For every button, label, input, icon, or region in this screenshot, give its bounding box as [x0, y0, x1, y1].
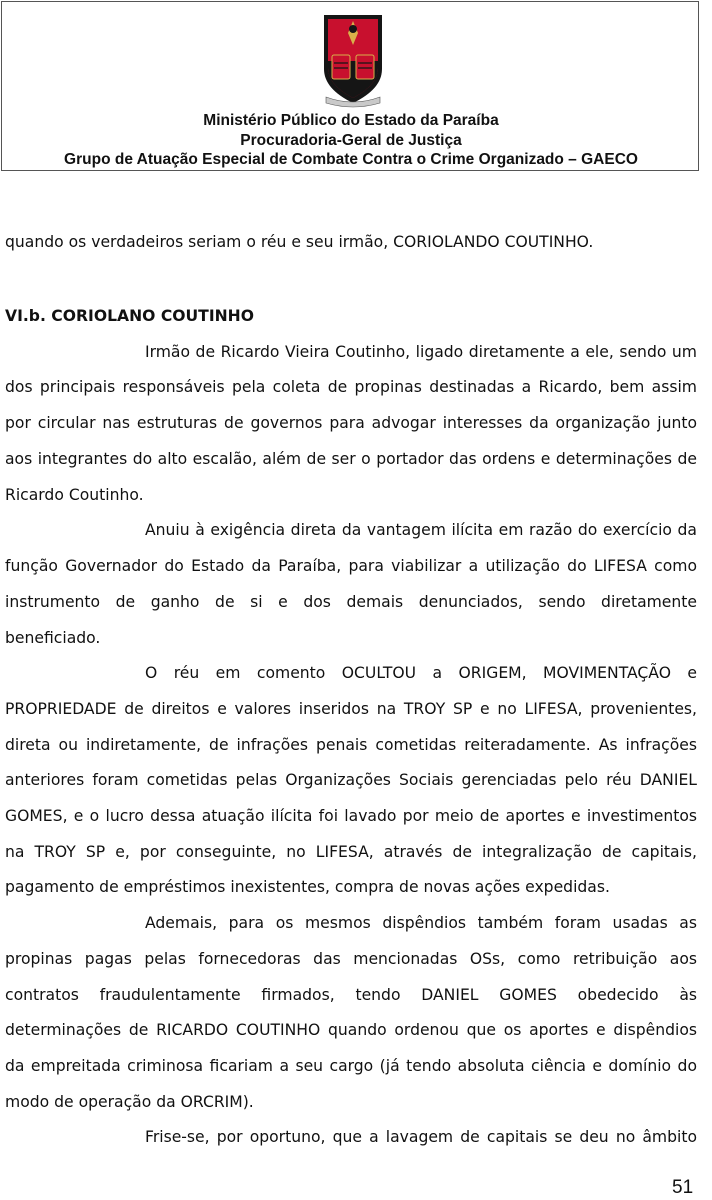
body-line: contratos fraudulentamente firmados, tendo DANIEL GOMES obedecido às	[5, 986, 697, 1004]
body-line: determinações de RICARDO COUTINHO quando ordenou que os aportes e dispêndios	[5, 1021, 697, 1039]
body-line: da empreitada criminosa ficariam a seu cargo (já tendo absoluta ciência e domínio do	[5, 1057, 697, 1075]
body-line: PROPRIEDADE de direitos e valores inseridos na TROY SP e no LIFESA, provenientes,	[5, 700, 697, 718]
body-line: função Governador do Estado da Paraíba, para viabilizar a utilização do LIFESA como	[5, 557, 697, 575]
header-line-group: Grupo de Atuação Especial de Combate Contra o Crime Organizado – GAECO	[64, 151, 638, 168]
gaeco-shield-emblem-icon	[320, 11, 386, 111]
page-number: 51	[672, 1177, 694, 1198]
body-line: pagamento de empréstimos inexistentes, compra de novas ações expedidas.	[5, 878, 610, 896]
body-line: beneficiado.	[5, 629, 101, 647]
body-line: na TROY SP e, por conseguinte, no LIFESA, através de integralização de capitais,	[5, 843, 697, 861]
body-line: Frise-se, por oportuno, que a lavagem de capitais se deu no âmbito	[145, 1128, 697, 1146]
body-line: quando os verdadeiros seriam o réu e seu irmão, CORIOLANDO COUTINHO.	[5, 233, 594, 251]
body-line: Irmão de Ricardo Vieira Coutinho, ligado diretamente a ele, sendo um	[145, 343, 697, 361]
document-header	[1, 1, 699, 171]
body-line: Ademais, para os mesmos dispêndios também foram usadas as	[145, 914, 697, 932]
body-line: anteriores foram cometidas pelas Organizações Sociais gerenciadas pelo réu DANIEL	[5, 771, 697, 789]
body-line: instrumento de ganho de si e dos demais denunciados, sendo diretamente	[5, 593, 697, 611]
body-line: modo de operação da ORCRIM).	[5, 1093, 254, 1111]
header-line-institution: Ministério Público do Estado da Paraíba	[203, 112, 499, 129]
body-line: Anuiu à exigência direta da vantagem ilícita em razão do exercício da	[145, 521, 697, 539]
body-line: propinas pagas pelas fornecedoras das mencionadas OSs, como retribuição aos	[5, 950, 697, 968]
body-line: Ricardo Coutinho.	[5, 486, 144, 504]
section-heading: VI.b. CORIOLANO COUTINHO	[5, 307, 254, 325]
header-line-procuradoria: Procuradoria-Geral de Justiça	[240, 132, 462, 149]
body-line: O réu em comento OCULTOU a ORIGEM, MOVIMENTAÇÃO e	[145, 664, 697, 682]
body-line: aos integrantes do alto escalão, além de ser o portador das ordens e determinações de	[5, 450, 697, 468]
body-line: direta ou indiretamente, de infrações penais cometidas reiteradamente. As infrações	[5, 736, 697, 754]
body-line: dos principais responsáveis pela coleta de propinas destinadas a Ricardo, bem assim	[5, 378, 697, 396]
body-line: GOMES, e o lucro dessa atuação ilícita foi lavado por meio de aportes e investimentos	[5, 807, 697, 825]
body-line: por circular nas estruturas de governos para advogar interesses da organização junto	[5, 414, 697, 432]
